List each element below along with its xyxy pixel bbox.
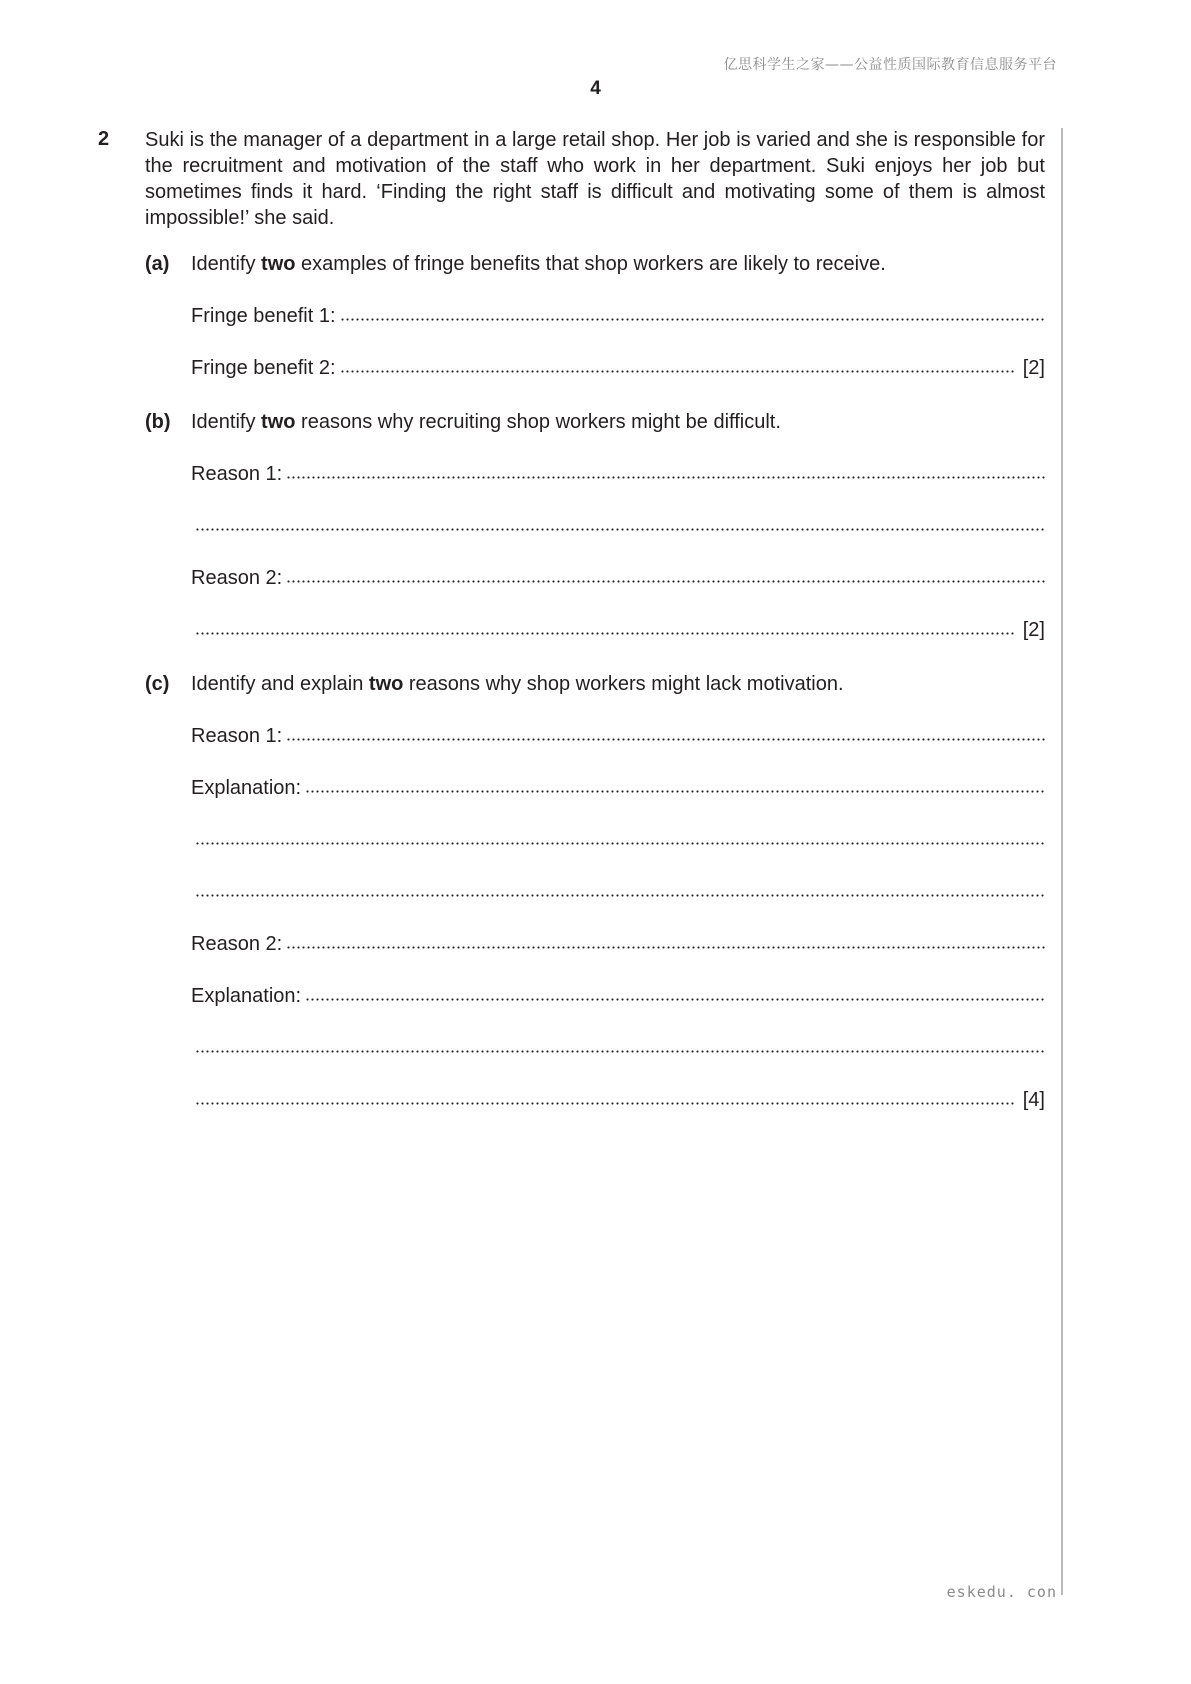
part-label-a: (a) (145, 253, 170, 275)
answer-line[interactable]: Reason 2: (191, 565, 1045, 591)
answer-line[interactable]: Explanation: (191, 775, 1045, 801)
answer-line[interactable] (191, 1087, 1045, 1113)
question-number: 2 (98, 128, 110, 150)
footer-watermark: eskedu. con (946, 1583, 1057, 1601)
question-stem: Suki is the manager of a department in a large retail shop. Her job is varied and she is responsible for the recruitment and motivation of the staff who work in her department. Suki enjoys her job but sometimes finds it hard. ‘Finding the right staff is difficult and motivating some of them is almost impossible!’ she said. (145, 129, 1045, 229)
header-watermark: 亿思科学生之家——公益性质国际教育信息服务平台 (723, 57, 1057, 73)
marks-label: [4] (1022, 1089, 1045, 1111)
answer-line[interactable]: Fringe benefit 2: [2] (191, 357, 1045, 379)
answer-line[interactable]: Explanation: (191, 983, 1045, 1009)
answer-line[interactable] (191, 513, 1045, 539)
margin-rule (1061, 128, 1063, 1595)
part-label-b: (b) (145, 411, 171, 433)
answer-line[interactable]: Reason 1: (191, 723, 1045, 749)
answer-line[interactable] (191, 879, 1045, 905)
marks-label: [2] (1022, 619, 1045, 641)
answer-line[interactable] (191, 827, 1045, 853)
part-label-c: (c) (145, 673, 170, 695)
answer-line[interactable]: Reason 2: (191, 931, 1045, 957)
part-prompt-c: Identify and explain two reasons why shop workers might lack motivation. (191, 673, 844, 695)
answer-line[interactable]: Fringe benefit 1: (191, 303, 1045, 329)
answer-line[interactable]: Reason 1: (191, 461, 1045, 487)
marks-label: [2] (1022, 357, 1045, 379)
part-prompt-a: Identify two examples of fringe benefits that shop workers are likely to receive. (191, 253, 886, 275)
answer-line[interactable] (191, 617, 1045, 643)
answer-line[interactable] (191, 1035, 1045, 1061)
page-number: 4 (590, 78, 601, 99)
part-prompt-b: Identify two reasons why recruiting shop workers might be difficult. (191, 411, 781, 433)
